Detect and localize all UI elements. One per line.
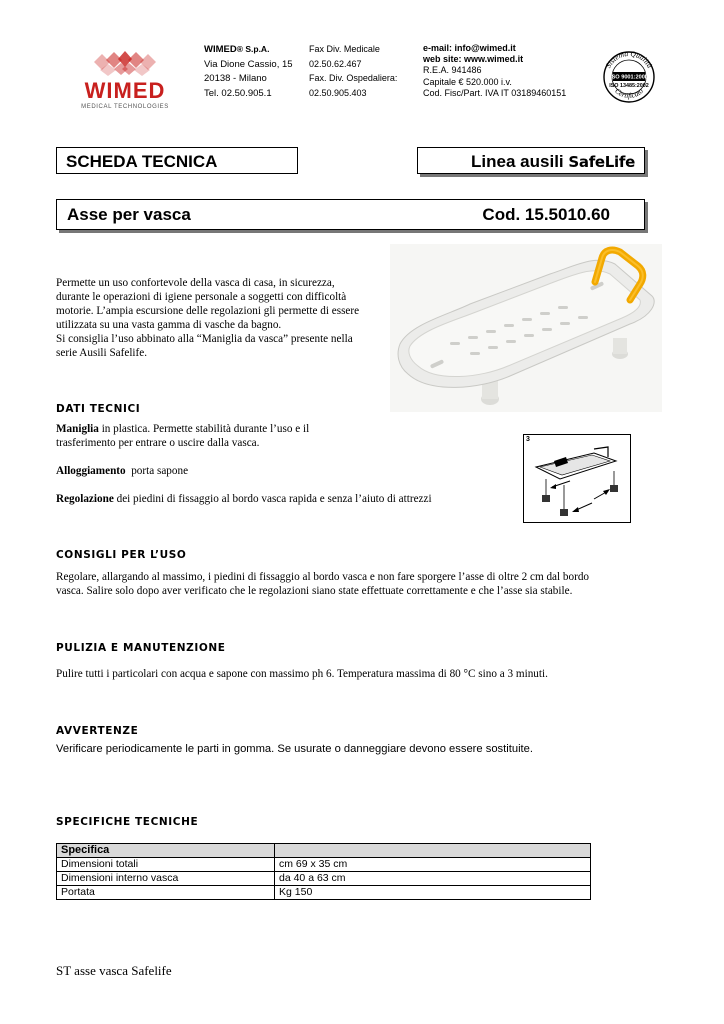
spec-name: Dimensioni interno vasca bbox=[57, 872, 275, 886]
alloggiamento-text bbox=[56, 464, 188, 478]
contact-info bbox=[423, 43, 566, 99]
maniglia-desc-1: in plastica. Permette stabilità durante l’uso e il bbox=[98, 423, 310, 435]
intro-line: Si consiglia l’uso abbinato alla “Maniglia da vasca” presente nella bbox=[56, 333, 353, 345]
linea-box bbox=[417, 147, 645, 174]
fax-info bbox=[309, 42, 397, 100]
intro-line: serie Ausili Safelife. bbox=[56, 347, 148, 359]
seal-bottom-text: Certificato bbox=[613, 86, 645, 101]
consigli-line-2: vasca. Salire solo dopo aver verificato che le regolazioni siano state effettuate correttamente e che l’asse sia stabile. bbox=[56, 585, 573, 597]
company-name: WIMED bbox=[204, 44, 237, 55]
regolazione-desc: dei piedini di fissaggio al bordo vasca rapida e senza l’aiuto di attrezzi bbox=[113, 493, 432, 505]
logo-emblem bbox=[94, 51, 156, 76]
intro-text bbox=[56, 276, 386, 360]
company-info bbox=[204, 42, 293, 101]
product-code: Cod. 15.5010.60 bbox=[482, 205, 610, 224]
alloggiamento-label: Alloggiamento bbox=[56, 465, 126, 477]
scheda-title: SCHEDA TECNICA bbox=[66, 152, 218, 171]
linea-label: Linea ausili bbox=[471, 152, 564, 171]
heading-pulizia: PULIZIA E MANUTENZIONE bbox=[56, 642, 226, 654]
spec-name: Dimensioni totali bbox=[57, 858, 275, 872]
spec-value: da 40 a 63 cm bbox=[275, 872, 591, 886]
seal-iso9001: ISO 9001:2000 bbox=[610, 74, 648, 81]
consigli-line-1: Regolare, allargando al massimo, i piedini di fissaggio al bordo vasca e non fare sporgere l’asse di oltre 2 cm dal bordo bbox=[56, 571, 590, 583]
scheda-box bbox=[56, 147, 298, 174]
table-row bbox=[57, 858, 591, 872]
spec-value: Kg 150 bbox=[275, 886, 591, 900]
share-capital: Capitale € 520.000 i.v. bbox=[423, 76, 512, 87]
product-photo bbox=[390, 244, 662, 412]
company-city: 20138 - Milano bbox=[204, 73, 267, 84]
logo-text: WIMED bbox=[84, 78, 166, 103]
table-row bbox=[57, 872, 591, 886]
regolazione-label: Regolazione bbox=[56, 493, 114, 505]
product-box bbox=[56, 199, 645, 230]
fax-ospedaliera-label: Fax. Div. Ospedaliera: bbox=[309, 73, 398, 83]
seal-iso13485: ISO 13485:2002 bbox=[609, 83, 649, 89]
seal-top-text: Sistema Qualità bbox=[603, 50, 655, 70]
spec-value: cm 69 x 35 cm bbox=[275, 858, 591, 872]
maniglia-label: Maniglia bbox=[56, 423, 99, 435]
maniglia-text bbox=[56, 422, 309, 450]
spec-table-header bbox=[57, 844, 591, 858]
company-tel: Tel. 02.50.905.1 bbox=[204, 87, 272, 99]
alloggiamento-desc: porta sapone bbox=[125, 465, 189, 477]
heading-dati-tecnici: DATI TECNICI bbox=[56, 403, 141, 415]
product-name: Asse per vasca bbox=[67, 205, 191, 224]
spec-header-cell bbox=[275, 844, 591, 858]
fax-ospedaliera-number: 02.50.905.403 bbox=[309, 87, 367, 98]
fiscal-code: Cod. Fisc/Part. IVA IT 03189460151 bbox=[423, 87, 567, 98]
heading-avvertenze: AVVERTENZE bbox=[56, 725, 139, 737]
intro-line: utilizzata su una vasta gamma di vasche da bagno. bbox=[56, 319, 282, 331]
email: e-mail: info@wimed.it bbox=[423, 43, 516, 53]
spec-header-cell: Specifica bbox=[57, 844, 275, 858]
linea-label-wrapper bbox=[471, 152, 635, 172]
spec-table bbox=[56, 843, 591, 900]
company-suffix: ® S.p.A. bbox=[236, 44, 270, 54]
fax-medicale-number: 02.50.62.467 bbox=[309, 58, 362, 69]
avvertenze-text: Verificare periodicamente le parti in gomma. Se usurate o danneggiare devono essere sostituite. bbox=[56, 743, 533, 755]
intro-line: motorie. L’ampia escursione delle regolazioni gli permette di essere bbox=[56, 305, 360, 317]
intro-line: Permette un uso confortevole della vasca di casa, in sicurezza, bbox=[56, 277, 335, 289]
regolazione-text bbox=[56, 492, 432, 506]
intro-line: durante le operazioni di igiene personale a soggetti con difficoltà bbox=[56, 291, 347, 303]
website: web site: www.wimed.it bbox=[423, 54, 524, 65]
brand-safelife: SafeLife bbox=[568, 153, 635, 171]
company-address: Via Dione Cassio, 15 bbox=[204, 58, 293, 70]
fax-medicale-label: Fax Div. Medicale bbox=[309, 44, 380, 54]
spec-name: Portata bbox=[57, 886, 275, 900]
table-row bbox=[57, 886, 591, 900]
maniglia-desc-2: trasferimento per entrare o uscire dalla vasca. bbox=[56, 437, 260, 449]
consigli-text bbox=[56, 570, 589, 598]
heading-specifiche: SPECIFICHE TECNICHE bbox=[56, 816, 199, 828]
wimed-logo bbox=[62, 48, 188, 110]
technical-figure bbox=[523, 434, 631, 523]
logo-subtitle: MEDICAL TECHNOLOGIES bbox=[81, 104, 169, 110]
quality-seal bbox=[602, 50, 656, 104]
footer-text: ST asse vasca Safelife bbox=[56, 963, 172, 978]
pulizia-text: Pulire tutti i particolari con acqua e sapone con massimo ph 6. Temperatura massima di 80 °C sino a 3 minuti. bbox=[56, 668, 548, 680]
heading-consigli: CONSIGLI PER L’USO bbox=[56, 549, 187, 561]
figure-number: 3 bbox=[526, 436, 530, 443]
rea: R.E.A. 941486 bbox=[423, 65, 482, 76]
